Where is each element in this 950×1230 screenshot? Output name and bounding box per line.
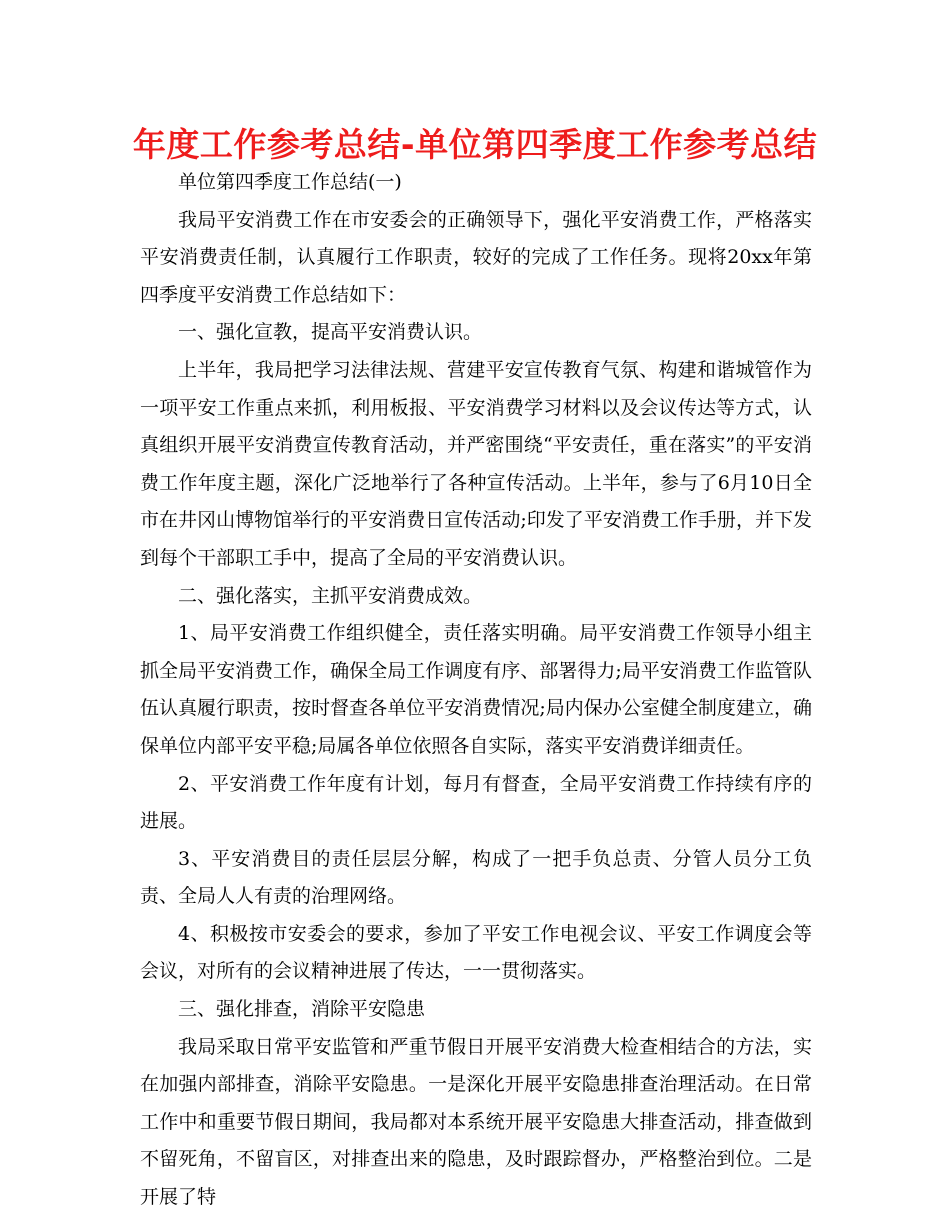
- document-body: [140, 164, 812, 1217]
- paragraph: 2、平安消费工作年度有计划，每月有督查，全局平安消费工作持续有序的进展。: [140, 772, 812, 833]
- section-heading-1: 一、强化宣教，提高平安消费认识。: [178, 321, 483, 344]
- paragraph: 我局采取日常平安监管和严重节假日开展平安消费大检查相结合的方法，实在加强内部排查，消除平安隐患。一是深化开展平安隐患排查治理活动。在日常工作中和重要节假日期间，我局都对本系统开展平安隐患大排查活动，排查做到不留死角，不留盲区，对排查出来的隐患，及时跟踪督办，严格整治到位。二是开展了特: [140, 1035, 812, 1209]
- paragraph: 上半年，我局把学习法律法规、营建平安宣传教育气氛、构建和谐城管作为一项平安工作重点来抓，利用板报、平安消费学习材料以及会议传达等方式，认真组织开展平安消费宣传教育活动，并严密围绕“平安责任，重在落实”的平安消费工作年度主题，深化广泛地举行了各种宣传活动。上半年，参与了6月10日全市在井冈山博物馆举行的平安消费日宣传活动;印发了平安消费工作手册，并下发到每个干部职工手中，提高了全局的平安消费认识。: [140, 358, 812, 569]
- section-heading-2: 二、强化落实，主抓平安消费成效。: [178, 584, 483, 607]
- paragraph-subtitle: 单位第四季度工作总结(一): [178, 171, 402, 193]
- document-title: 年度工作参考总结-单位第四季度工作参考总结: [132, 125, 818, 164]
- paragraph-intro: 我局平安消费工作在市安委会的正确领导下，强化平安消费工作，严格落实平安消费责任制，认真履行工作职责，较好的完成了工作任务。现将20xx年第四季度平安消费工作总结如下：: [140, 208, 812, 306]
- section-heading-3: 三、强化排查，消除平安隐患: [178, 998, 426, 1021]
- paragraph: 4、积极按市安委会的要求，参加了平安工作电视会议、平安工作调度会等会议，对所有的会议精神进展了传达，一一贯彻落实。: [140, 922, 812, 983]
- paragraph: 1、局平安消费工作组织健全，责任落实明确。局平安消费工作领导小组主抓全局平安消费工作，确保全局工作调度有序、部署得力;局平安消费工作监管队伍认真履行职责，按时督查各单位平安消费情况;局内保办公室健全制度建立，确保单位内部平安平稳;局属各单位依照各自实际，落实平安消费详细责任。: [140, 622, 812, 757]
- paragraph: 3、平安消费目的责任层层分解，构成了一把手负总责、分管人员分工负责、全局人人有责的治理网络。: [140, 847, 812, 908]
